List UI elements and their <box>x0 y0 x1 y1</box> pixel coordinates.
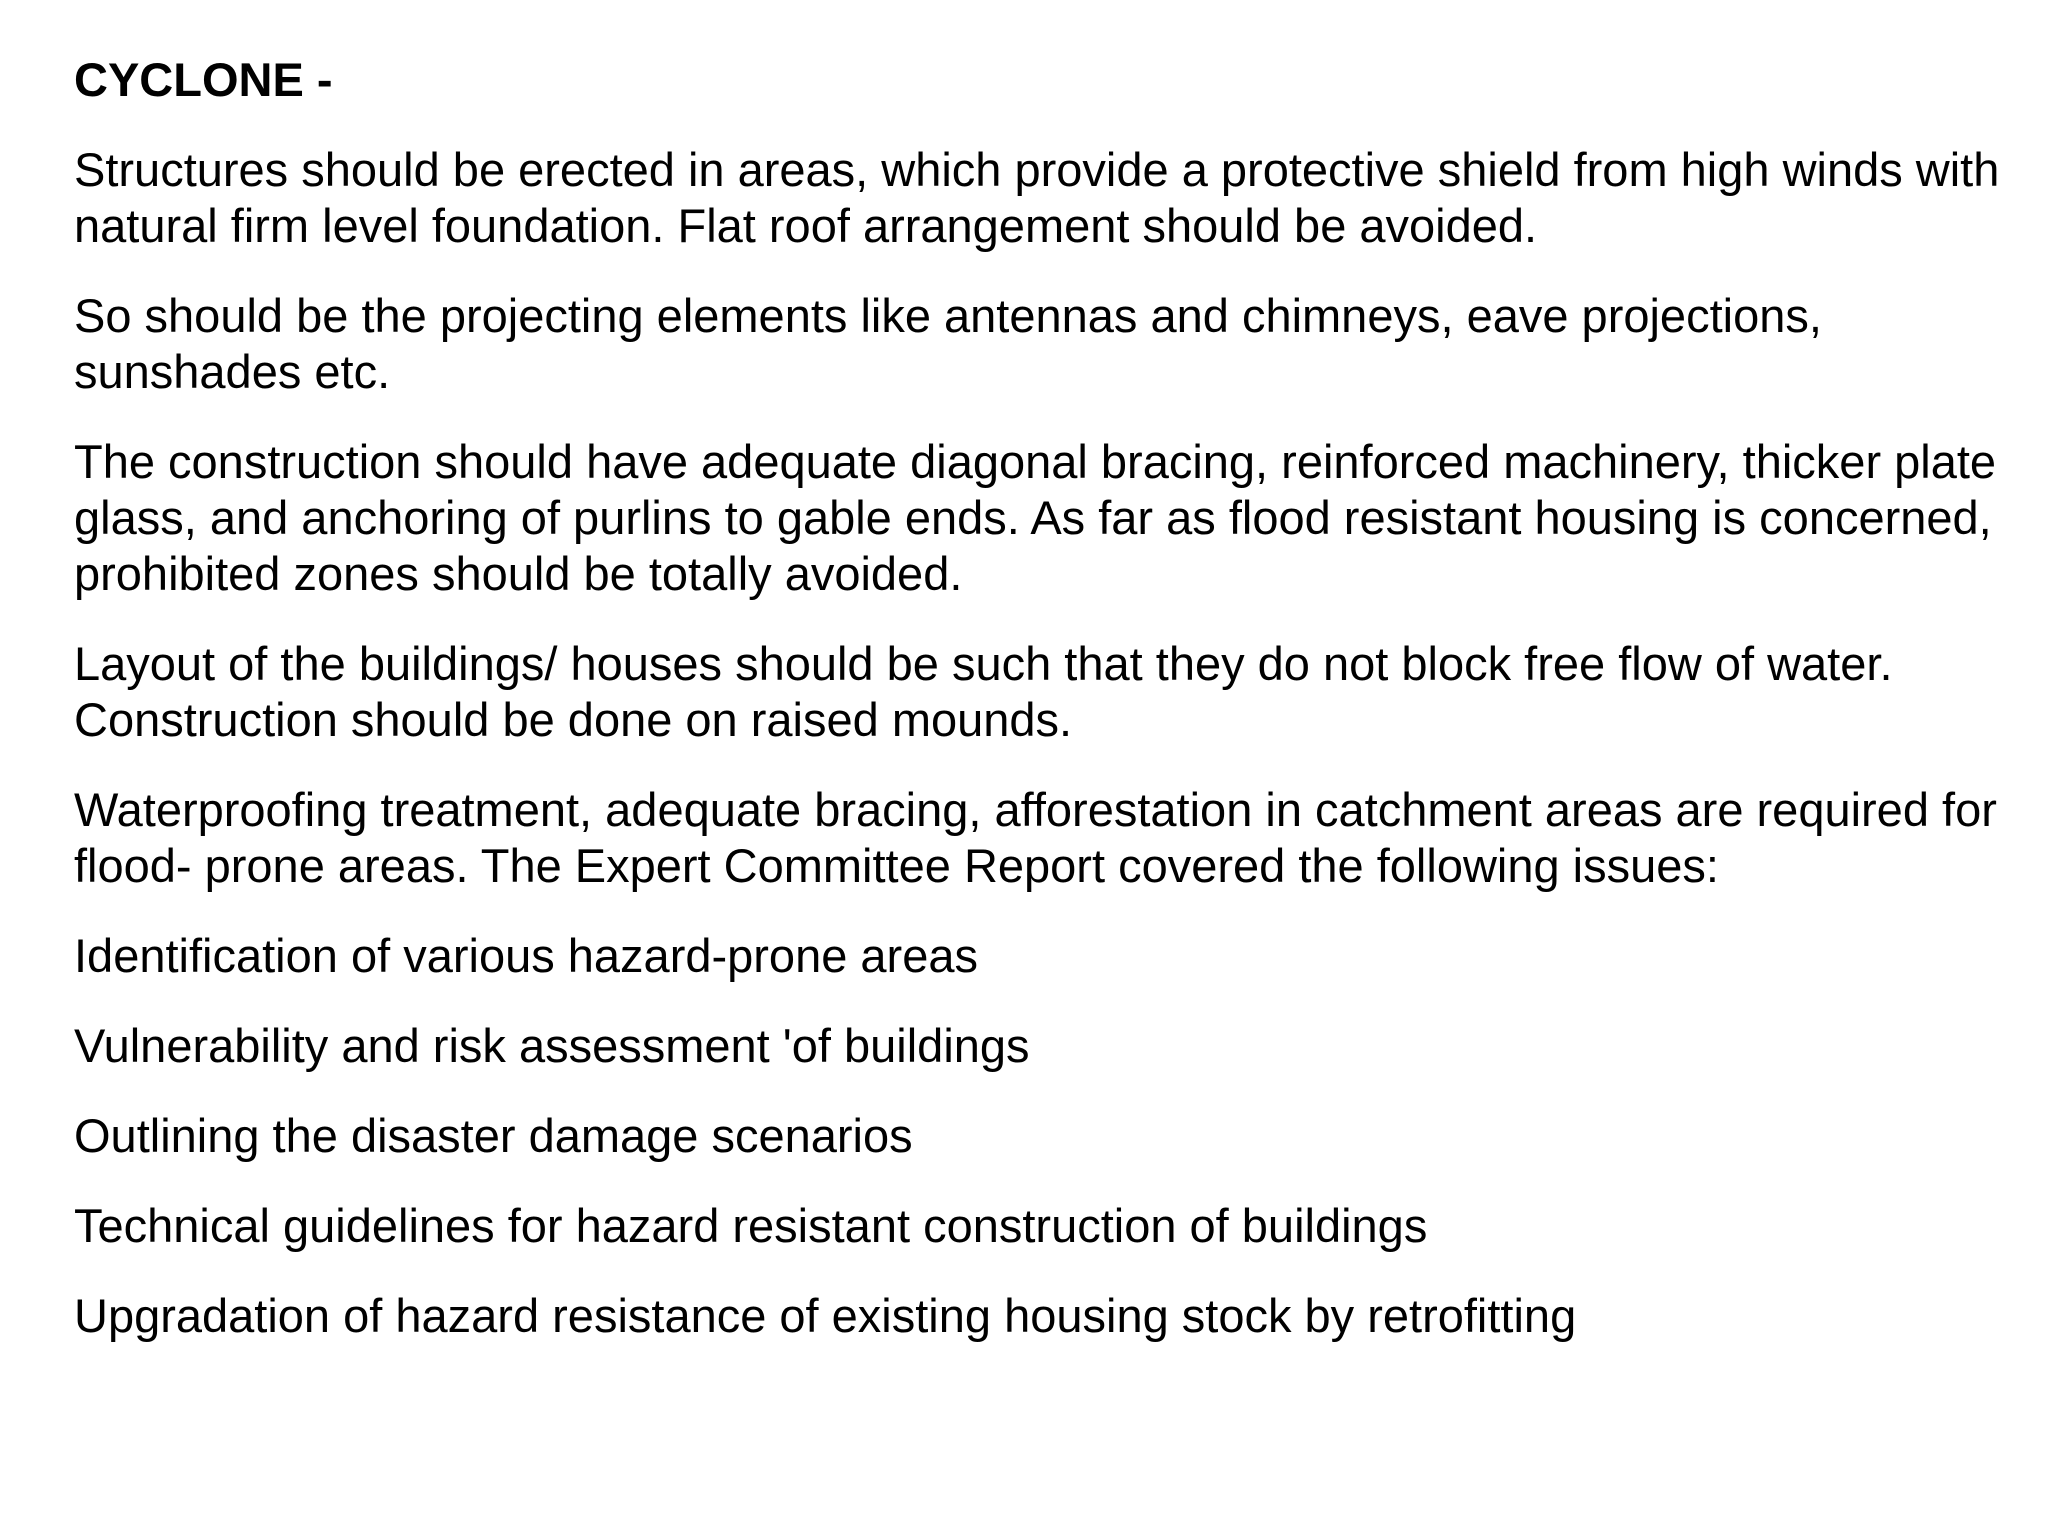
paragraph-structures: Structures should be erected in areas, which provide a protective shield from high winds with natural firm level foundation. Flat roof arrangement should be avoided. <box>74 143 2000 252</box>
section-heading: CYCLONE - <box>74 53 333 106</box>
paragraph-projecting-elements: So should be the projecting elements like antennas and chimneys, eave projections, sunshades etc. <box>74 289 1822 398</box>
paragraph-layout: Layout of the buildings/ houses should be such that they do not block free flow of water. Construction should be done on raised mounds. <box>74 637 1893 746</box>
paragraph-construction: The construction should have adequate diagonal bracing, reinforced machinery, thicker plate glass, and anchoring of purlins to gable ends. As far as flood resistant housing is concerned, prohibited zones should be totally avoided. <box>74 435 1997 600</box>
issue-item: Vulnerability and risk assessment 'of buildings <box>74 1019 1030 1072</box>
paragraph-waterproofing: Waterproofing treatment, adequate bracing, afforestation in catchment areas are required for flood- prone areas. The Expert Committee Report covered the following issues: <box>74 783 1997 892</box>
issue-item: Identification of various hazard-prone areas <box>74 929 978 982</box>
issue-item: Upgradation of hazard resistance of existing housing stock by retrofitting <box>74 1289 1577 1342</box>
issue-item: Outlining the disaster damage scenarios <box>74 1109 913 1162</box>
issue-item: Technical guidelines for hazard resistant construction of buildings <box>74 1199 1428 1252</box>
document-page <box>74 52 2014 1378</box>
